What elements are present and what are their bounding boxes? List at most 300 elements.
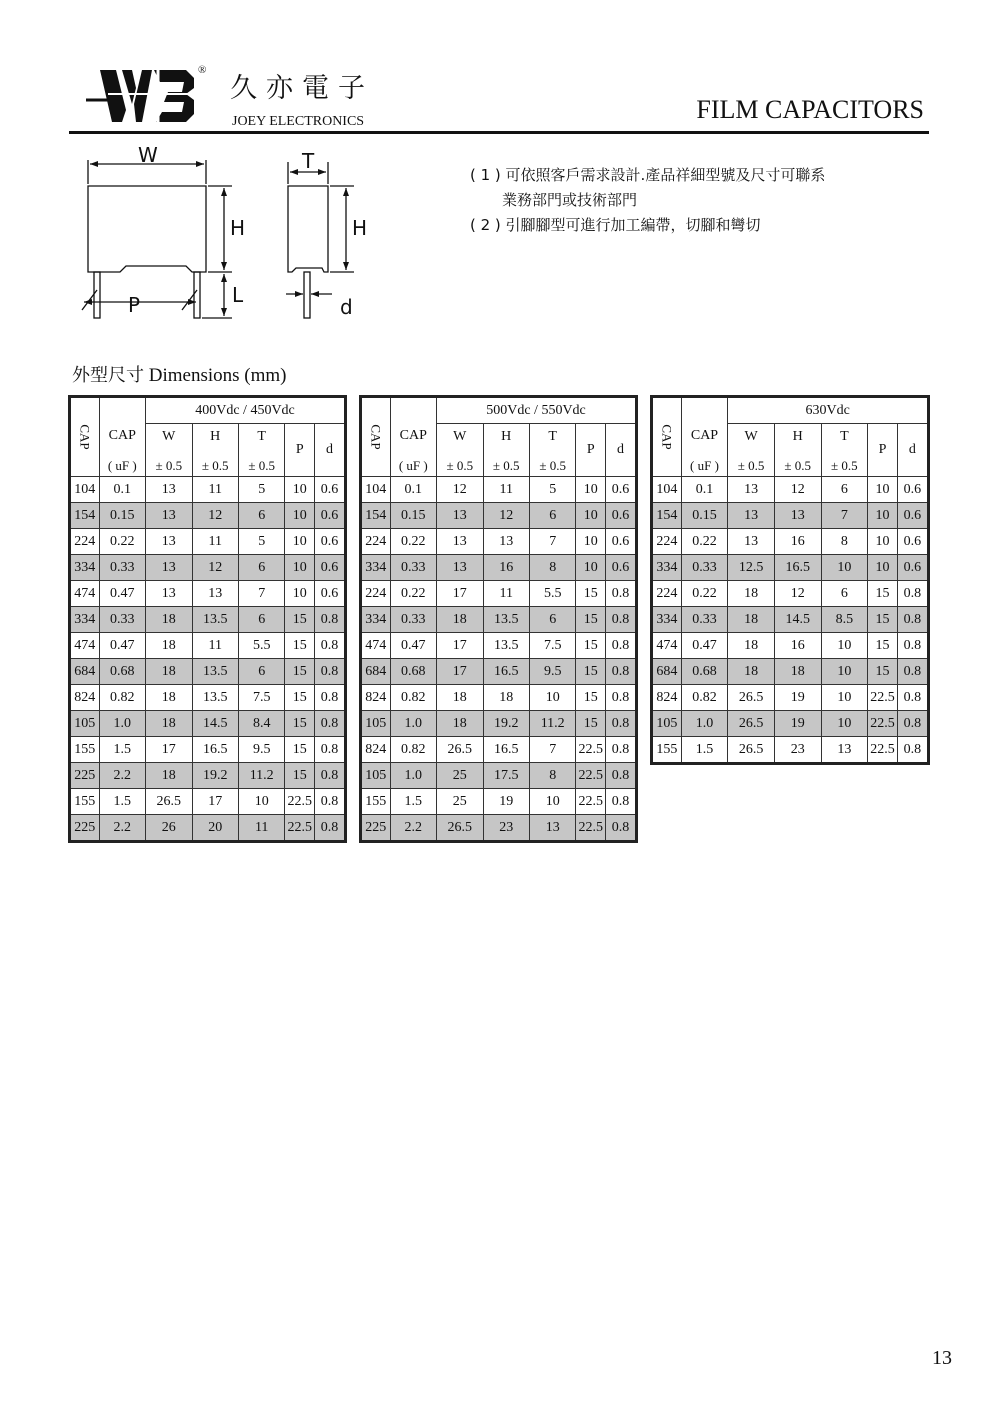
- cell-p: 15: [285, 633, 315, 659]
- cell-h: 12: [483, 503, 529, 529]
- cell-p: 10: [285, 581, 315, 607]
- cell-cap-uf: 0.33: [681, 607, 728, 633]
- cell-cap-code: 684: [70, 659, 100, 685]
- cell-p: 10: [576, 477, 606, 503]
- cell-h: 16.5: [774, 555, 821, 581]
- cell-cap-uf: 0.15: [390, 503, 436, 529]
- cell-p: 15: [868, 581, 898, 607]
- cell-cap-code: 104: [361, 477, 391, 503]
- cell-w: 17: [437, 659, 483, 685]
- cell-cap-code: 474: [70, 581, 100, 607]
- cell-t: 6: [529, 503, 575, 529]
- cell-h: 12: [774, 581, 821, 607]
- header-t-tolerance: ± 0.5: [238, 449, 284, 477]
- table-row: [70, 711, 346, 737]
- note-1: ( 1 ) 可依照客戶需求設計.產品祥細型號及尺寸可聯系: [470, 166, 826, 184]
- header-cap-code-label: CAP: [368, 424, 384, 450]
- cell-h: 19.2: [483, 711, 529, 737]
- cell-h: 12: [774, 477, 821, 503]
- section-title-en: Dimensions (mm): [148, 365, 287, 386]
- cell-t: 10: [821, 659, 868, 685]
- cell-t: 10: [821, 685, 868, 711]
- table-row: [652, 581, 929, 607]
- cell-cap-uf: 0.33: [390, 555, 436, 581]
- cell-t: 8: [821, 529, 868, 555]
- table-row: [70, 633, 346, 659]
- cell-d: 0.8: [606, 815, 637, 842]
- cell-d: 0.8: [897, 581, 928, 607]
- cell-w: 12.5: [728, 555, 775, 581]
- cell-p: 22.5: [285, 789, 315, 815]
- table-row: [652, 685, 929, 711]
- cell-d: 0.8: [606, 581, 637, 607]
- cell-w: 18: [146, 685, 192, 711]
- cell-h: 18: [483, 685, 529, 711]
- cell-d: 0.8: [897, 737, 928, 764]
- cell-d: 0.8: [315, 815, 346, 842]
- cell-t: 6: [238, 607, 284, 633]
- cell-w: 18: [146, 659, 192, 685]
- cell-p: 15: [868, 633, 898, 659]
- front-lead-left: [94, 272, 100, 318]
- table-row: [70, 789, 346, 815]
- header-voltage: 400Vdc / 450Vdc: [146, 397, 346, 424]
- cell-p: 10: [576, 503, 606, 529]
- cell-d: 0.8: [315, 737, 346, 763]
- cell-cap-code: 684: [361, 659, 391, 685]
- section-title-cn: 外型尺寸: [72, 365, 144, 386]
- cell-d: 0.8: [315, 659, 346, 685]
- cell-d: 0.8: [315, 711, 346, 737]
- label-p: P: [128, 293, 141, 317]
- cell-d: 0.6: [606, 477, 637, 503]
- table-row: [70, 659, 346, 685]
- cell-p: 10: [285, 555, 315, 581]
- cell-cap-uf: 0.33: [99, 607, 145, 633]
- cell-h: 16.5: [192, 737, 238, 763]
- cell-cap-uf: 0.82: [681, 685, 728, 711]
- header-w-tolerance: ± 0.5: [728, 449, 775, 477]
- cell-cap-uf: 1.0: [99, 711, 145, 737]
- cell-cap-code: 474: [652, 633, 682, 659]
- table-row: [652, 477, 929, 503]
- cell-cap-uf: 0.82: [99, 685, 145, 711]
- cell-d: 0.8: [897, 607, 928, 633]
- cell-d: 0.6: [606, 503, 637, 529]
- cell-cap-uf: 0.15: [681, 503, 728, 529]
- cell-cap-code: 155: [652, 737, 682, 764]
- joey-logo: [86, 64, 206, 128]
- cell-cap-code: 155: [361, 789, 391, 815]
- table-row: [361, 815, 637, 842]
- cell-cap-uf: 0.22: [390, 529, 436, 555]
- cell-d: 0.6: [315, 503, 346, 529]
- cell-w: 26.5: [728, 711, 775, 737]
- header-cap-code: [652, 397, 682, 477]
- brand-name-english: JOEY ELECTRONICS: [232, 114, 365, 129]
- header-cap-code-label: CAP: [659, 424, 675, 450]
- cell-cap-code: 824: [361, 737, 391, 763]
- page-title: FILM CAPACITORS: [696, 95, 924, 124]
- cell-cap-uf: 0.68: [390, 659, 436, 685]
- cell-d: 0.8: [606, 685, 637, 711]
- header-p: P: [868, 424, 898, 477]
- table-row: [652, 555, 929, 581]
- cell-cap-uf: 0.47: [390, 633, 436, 659]
- cell-h: 16: [483, 555, 529, 581]
- cell-cap-uf: 0.68: [99, 659, 145, 685]
- table-row: [361, 633, 637, 659]
- dimension-table-500vdc: [359, 395, 638, 843]
- cell-cap-code: 334: [70, 607, 100, 633]
- cell-t: 8: [529, 763, 575, 789]
- cell-cap-uf: 0.22: [390, 581, 436, 607]
- cell-d: 0.8: [606, 763, 637, 789]
- cell-cap-code: 154: [652, 503, 682, 529]
- cell-cap-code: 334: [70, 555, 100, 581]
- cell-t: 10: [821, 711, 868, 737]
- cell-p: 15: [576, 685, 606, 711]
- cell-cap-code: 105: [361, 711, 391, 737]
- cell-cap-uf: 1.5: [99, 789, 145, 815]
- cell-t: 10: [238, 789, 284, 815]
- cell-cap-uf: 0.1: [390, 477, 436, 503]
- cell-h: 13.5: [483, 633, 529, 659]
- header-blank: [99, 397, 145, 424]
- cell-t: 9.5: [238, 737, 284, 763]
- header-w-tolerance: ± 0.5: [437, 449, 483, 477]
- cell-cap-uf: 0.82: [390, 685, 436, 711]
- cell-t: 6: [238, 659, 284, 685]
- cell-w: 18: [728, 607, 775, 633]
- cell-h: 16.5: [483, 737, 529, 763]
- cell-cap-uf: 2.2: [390, 815, 436, 842]
- label-t: T: [302, 149, 315, 173]
- page-number: 13: [932, 1347, 952, 1369]
- cell-t: 13: [529, 815, 575, 842]
- header-t-tolerance: ± 0.5: [821, 449, 868, 477]
- table-row: [70, 477, 346, 503]
- table-row: [361, 789, 637, 815]
- cell-h: 16: [774, 633, 821, 659]
- table-row: [361, 581, 637, 607]
- header-cap: CAP: [390, 424, 436, 450]
- cell-cap-uf: 0.82: [390, 737, 436, 763]
- label-w: W: [138, 143, 158, 167]
- cell-t: 11.2: [238, 763, 284, 789]
- table-row: [652, 711, 929, 737]
- header-w: W: [146, 424, 192, 450]
- cell-p: 15: [285, 711, 315, 737]
- cell-w: 17: [437, 581, 483, 607]
- cell-cap-code: 224: [361, 529, 391, 555]
- cell-d: 0.6: [315, 477, 346, 503]
- cell-d: 0.6: [897, 477, 928, 503]
- cell-w: 18: [728, 659, 775, 685]
- cell-w: 13: [146, 529, 192, 555]
- cell-cap-uf: 1.0: [390, 711, 436, 737]
- cell-h: 13: [774, 503, 821, 529]
- cell-t: 6: [821, 581, 868, 607]
- cell-d: 0.8: [897, 633, 928, 659]
- cell-p: 22.5: [576, 815, 606, 842]
- header-voltage: 630Vdc: [728, 397, 929, 424]
- cell-cap-uf: 1.5: [99, 737, 145, 763]
- cell-p: 10: [576, 529, 606, 555]
- header-p: P: [576, 424, 606, 477]
- header-w: W: [728, 424, 775, 450]
- capacitor-side-outline: [288, 186, 328, 272]
- cell-cap-uf: 1.0: [681, 711, 728, 737]
- cell-cap-code: 154: [70, 503, 100, 529]
- cell-cap-uf: 0.15: [99, 503, 145, 529]
- header-d: d: [897, 424, 928, 477]
- notes-block: [470, 163, 825, 238]
- cell-p: 15: [576, 607, 606, 633]
- cell-w: 13: [146, 503, 192, 529]
- cell-w: 13: [728, 529, 775, 555]
- cell-w: 18: [437, 685, 483, 711]
- cell-cap-code: 105: [361, 763, 391, 789]
- cell-cap-code: 104: [70, 477, 100, 503]
- header-d: d: [315, 424, 346, 477]
- cell-w: 18: [728, 581, 775, 607]
- cell-w: 13: [728, 503, 775, 529]
- table-row: [70, 555, 346, 581]
- header-cap-code: [70, 397, 100, 477]
- cell-t: 8.5: [821, 607, 868, 633]
- cell-h: 13: [483, 529, 529, 555]
- cell-p: 10: [576, 555, 606, 581]
- table-row: [652, 659, 929, 685]
- cell-h: 16.5: [483, 659, 529, 685]
- cell-t: 7: [529, 529, 575, 555]
- cell-cap-uf: 1.5: [390, 789, 436, 815]
- cell-p: 22.5: [285, 815, 315, 842]
- cell-p: 15: [285, 659, 315, 685]
- table-row: [70, 763, 346, 789]
- side-lead: [304, 272, 310, 318]
- capacitor-front-outline: [88, 186, 206, 272]
- cell-p: 22.5: [868, 737, 898, 764]
- cell-p: 22.5: [868, 711, 898, 737]
- cell-p: 15: [576, 633, 606, 659]
- table-row: [70, 581, 346, 607]
- cell-h: 17: [192, 789, 238, 815]
- cell-h: 23: [774, 737, 821, 764]
- cell-t: 10: [821, 555, 868, 581]
- cell-t: 8: [529, 555, 575, 581]
- cell-h: 11: [483, 581, 529, 607]
- cell-cap-code: 224: [652, 529, 682, 555]
- cell-cap-uf: 0.33: [99, 555, 145, 581]
- note-2: ( 2 ) 引腳腳型可進行加工編帶，切腳和彎切: [470, 216, 761, 234]
- cell-t: 6: [238, 555, 284, 581]
- cell-t: 6: [529, 607, 575, 633]
- cell-w: 12: [437, 477, 483, 503]
- cell-p: 15: [285, 607, 315, 633]
- header-rule: [69, 131, 929, 134]
- cell-h: 11: [192, 477, 238, 503]
- dimension-table-400vdc: [68, 395, 347, 843]
- cell-w: 17: [146, 737, 192, 763]
- table-row: [70, 737, 346, 763]
- cell-w: 17: [437, 633, 483, 659]
- cell-w: 18: [437, 711, 483, 737]
- section-title: [72, 361, 287, 387]
- cell-h: 19.2: [192, 763, 238, 789]
- header-cap-code-label: CAP: [77, 424, 93, 450]
- cell-p: 22.5: [576, 763, 606, 789]
- cell-t: 10: [529, 685, 575, 711]
- cell-d: 0.6: [315, 581, 346, 607]
- header-t: T: [238, 424, 284, 450]
- cell-t: 5.5: [238, 633, 284, 659]
- cell-p: 10: [868, 529, 898, 555]
- cell-w: 18: [146, 633, 192, 659]
- cell-cap-code: 334: [361, 607, 391, 633]
- cell-t: 7: [238, 581, 284, 607]
- header-h: H: [774, 424, 821, 450]
- cell-t: 5: [238, 529, 284, 555]
- cell-cap-uf: 2.2: [99, 763, 145, 789]
- cell-h: 13: [192, 581, 238, 607]
- label-h: H: [230, 216, 246, 240]
- header-w: W: [437, 424, 483, 450]
- capacitor-dimension-diagram: [60, 140, 380, 330]
- cell-d: 0.8: [315, 763, 346, 789]
- cell-w: 26.5: [728, 737, 775, 764]
- cell-cap-uf: 0.33: [681, 555, 728, 581]
- cell-cap-code: 105: [652, 711, 682, 737]
- cell-w: 18: [146, 607, 192, 633]
- cell-h: 16: [774, 529, 821, 555]
- cell-d: 0.6: [606, 529, 637, 555]
- cell-d: 0.8: [606, 659, 637, 685]
- cell-cap-code: 224: [361, 581, 391, 607]
- header-cap-unit: ( uF ): [681, 449, 728, 477]
- cell-p: 15: [285, 737, 315, 763]
- table-row: [361, 685, 637, 711]
- cell-h: 14.5: [774, 607, 821, 633]
- cell-w: 18: [146, 711, 192, 737]
- header-cap-code: [361, 397, 391, 477]
- cell-cap-uf: 0.1: [99, 477, 145, 503]
- cell-w: 13: [146, 477, 192, 503]
- cell-w: 25: [437, 789, 483, 815]
- header-blank: [681, 397, 728, 424]
- table-row: [361, 763, 637, 789]
- table-row: [70, 815, 346, 842]
- cell-h: 11: [192, 633, 238, 659]
- cell-d: 0.8: [897, 659, 928, 685]
- header-h-tolerance: ± 0.5: [192, 449, 238, 477]
- cell-cap-code: 824: [361, 685, 391, 711]
- cell-p: 22.5: [576, 789, 606, 815]
- label-h-side: H: [352, 216, 368, 240]
- header-voltage: 500Vdc / 550Vdc: [437, 397, 637, 424]
- cell-p: 10: [285, 529, 315, 555]
- cell-t: 6: [238, 503, 284, 529]
- cell-cap-uf: 0.22: [99, 529, 145, 555]
- dimension-table-630vdc: [650, 395, 930, 765]
- cell-d: 0.8: [315, 633, 346, 659]
- cell-d: 0.6: [897, 555, 928, 581]
- cell-cap-code: 334: [361, 555, 391, 581]
- cell-p: 10: [868, 503, 898, 529]
- table-row: [361, 477, 637, 503]
- cell-d: 0.6: [606, 555, 637, 581]
- cell-h: 20: [192, 815, 238, 842]
- table-row: [652, 633, 929, 659]
- cell-cap-code: 225: [361, 815, 391, 842]
- cell-t: 5.5: [529, 581, 575, 607]
- cell-p: 10: [868, 555, 898, 581]
- cell-p: 15: [868, 607, 898, 633]
- header-t-tolerance: ± 0.5: [529, 449, 575, 477]
- header-h-tolerance: ± 0.5: [483, 449, 529, 477]
- cell-cap-uf: 0.47: [99, 633, 145, 659]
- cell-p: 15: [868, 659, 898, 685]
- cell-w: 13: [728, 477, 775, 503]
- cell-d: 0.8: [315, 607, 346, 633]
- cell-w: 26.5: [728, 685, 775, 711]
- cell-h: 19: [774, 711, 821, 737]
- cell-cap-code: 225: [70, 815, 100, 842]
- cell-cap-code: 684: [652, 659, 682, 685]
- cell-cap-code: 225: [70, 763, 100, 789]
- cell-p: 15: [285, 685, 315, 711]
- cell-cap-code: 155: [70, 789, 100, 815]
- cell-cap-code: 824: [70, 685, 100, 711]
- header-d: d: [606, 424, 637, 477]
- table-row: [361, 737, 637, 763]
- table-row: [652, 529, 929, 555]
- label-l: L: [232, 283, 244, 307]
- cell-cap-uf: 0.33: [390, 607, 436, 633]
- cell-p: 22.5: [868, 685, 898, 711]
- header-h-tolerance: ± 0.5: [774, 449, 821, 477]
- cell-cap-uf: 0.22: [681, 581, 728, 607]
- cell-h: 12: [192, 503, 238, 529]
- table-row: [361, 529, 637, 555]
- cell-cap-uf: 2.2: [99, 815, 145, 842]
- cell-cap-code: 105: [70, 711, 100, 737]
- table-row: [652, 503, 929, 529]
- cell-d: 0.6: [315, 529, 346, 555]
- cell-cap-code: 224: [70, 529, 100, 555]
- cell-cap-code: 334: [652, 555, 682, 581]
- cell-cap-code: 224: [652, 581, 682, 607]
- cell-w: 26.5: [437, 815, 483, 842]
- cell-w: 26.5: [146, 789, 192, 815]
- cell-p: 10: [285, 503, 315, 529]
- header-h: H: [192, 424, 238, 450]
- cell-p: 10: [868, 477, 898, 503]
- table-row: [70, 607, 346, 633]
- cell-p: 15: [285, 763, 315, 789]
- cell-cap-uf: 0.47: [99, 581, 145, 607]
- header-cap: CAP: [99, 424, 145, 450]
- cell-h: 14.5: [192, 711, 238, 737]
- cell-d: 0.8: [315, 789, 346, 815]
- cell-h: 23: [483, 815, 529, 842]
- cell-cap-code: 154: [361, 503, 391, 529]
- cell-p: 22.5: [576, 737, 606, 763]
- table-row: [361, 659, 637, 685]
- cell-w: 13: [437, 503, 483, 529]
- cell-cap-uf: 0.22: [681, 529, 728, 555]
